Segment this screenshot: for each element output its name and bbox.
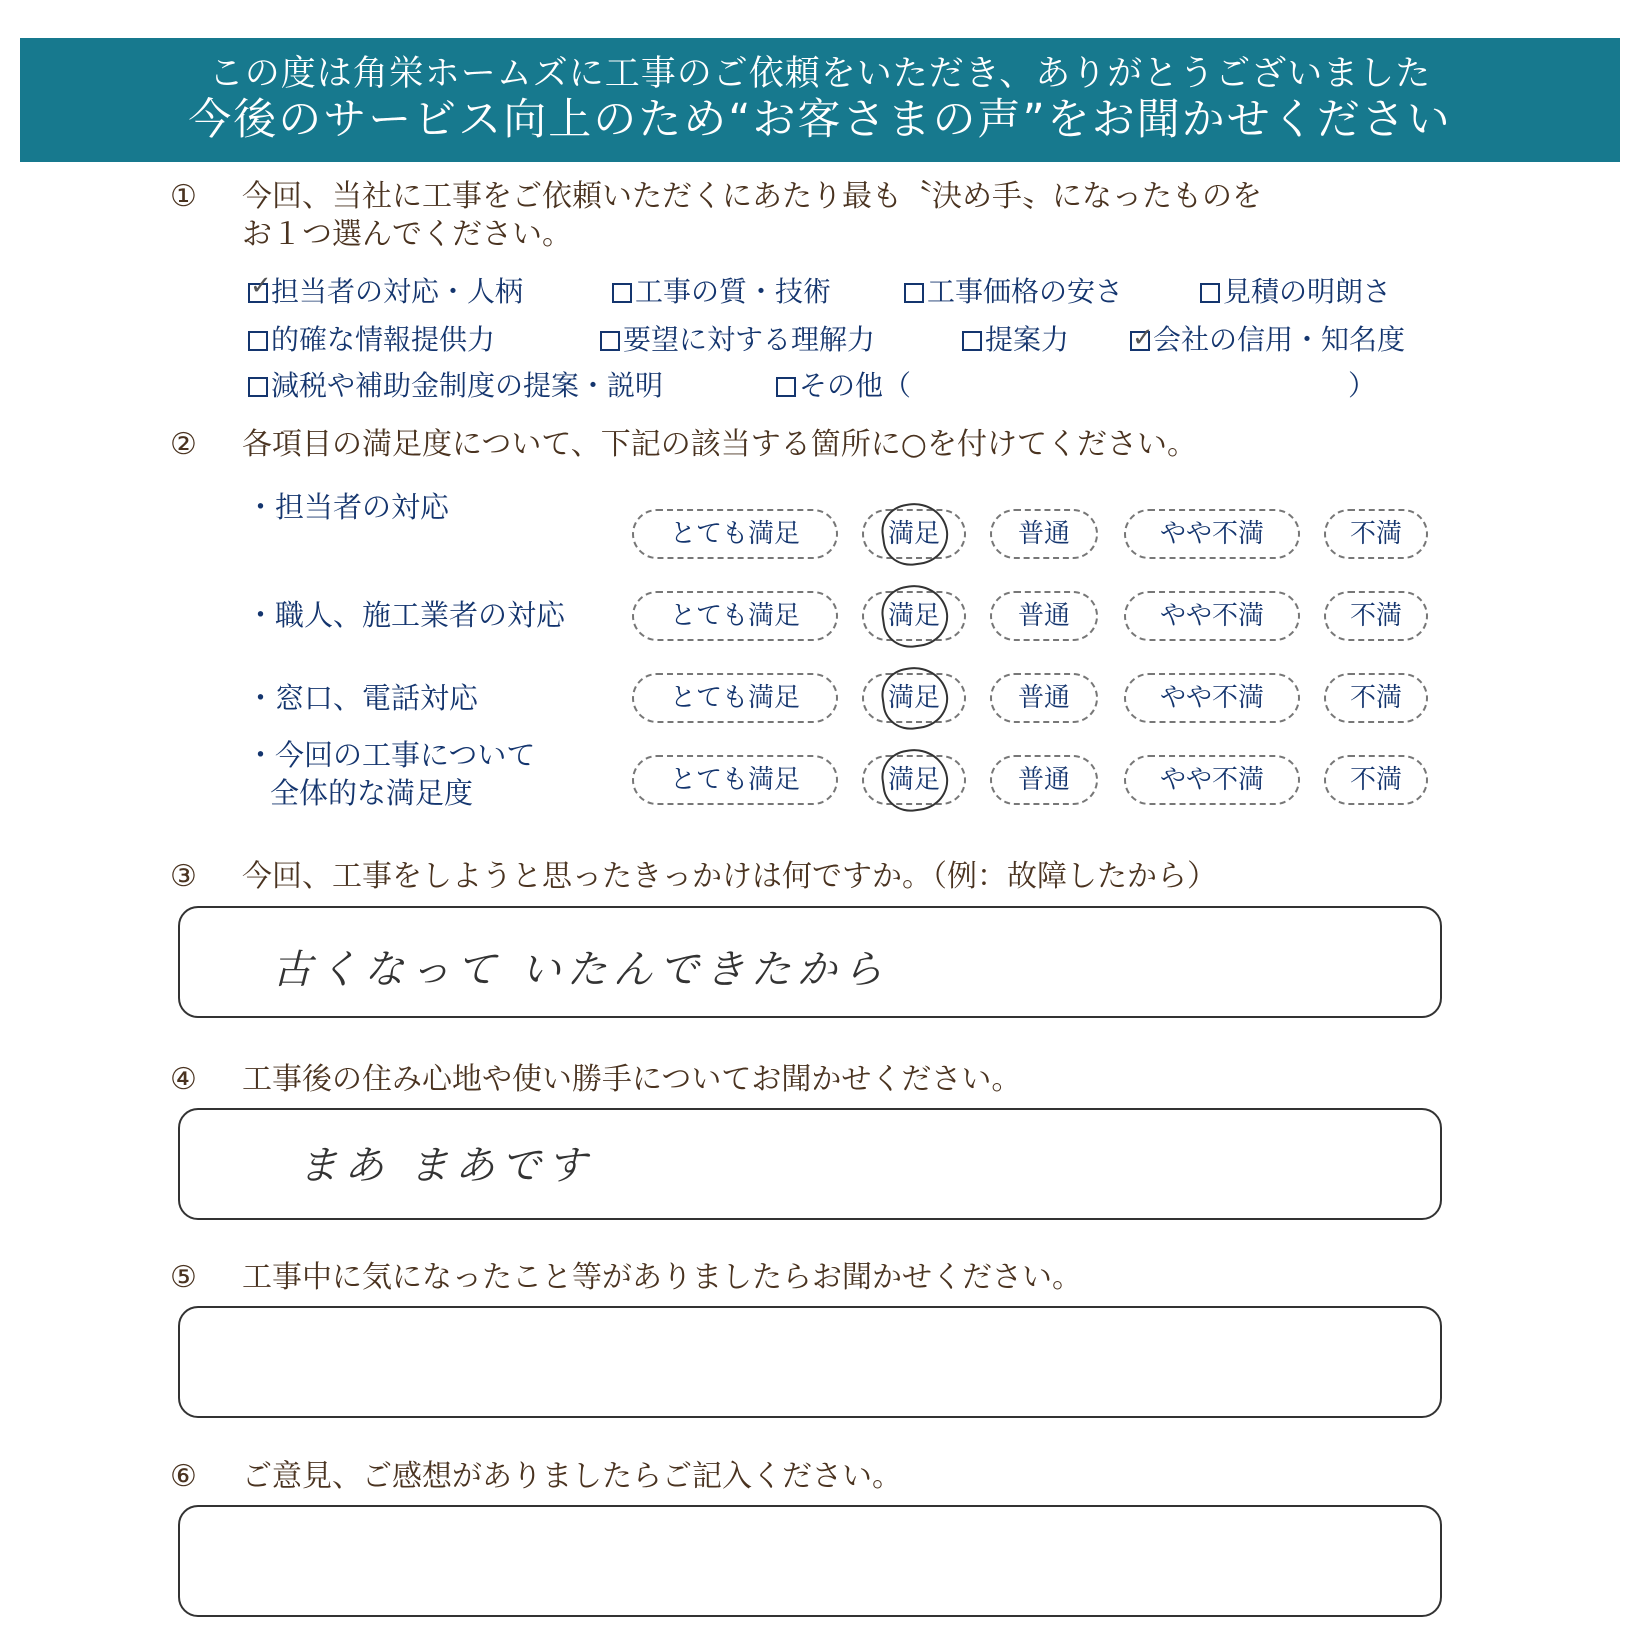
rating-label-overall [246,736,535,812]
q6-heading [170,1458,902,1496]
q1-option-proposal[interactable] [962,318,1069,358]
rating-satisfied-selected[interactable]: 満足 [862,591,966,641]
rating-dissatisfied[interactable]: 不満 [1324,509,1428,559]
checkbox[interactable] [962,331,982,351]
q1-option-staff-response[interactable] [248,270,523,310]
q2-number: ② [170,427,197,462]
rating-satisfied-selected[interactable]: 満足 [862,755,966,805]
option-label: 減税や補助金制度の提案・説明 [271,369,664,402]
rating-neutral[interactable]: 普通 [990,591,1098,641]
q4-number: ④ [170,1062,197,1097]
rating-satisfied-selected[interactable]: 満足 [862,673,966,723]
rating-dissatisfied[interactable]: 不満 [1324,673,1428,723]
q3-number: ③ [170,859,197,894]
rating-very-satisfied[interactable]: とても満足 [632,591,838,641]
header-banner [20,38,1620,162]
option-label: その他（ [799,369,912,402]
q1-number: ① [170,179,197,214]
rating-neutral[interactable]: 普通 [990,673,1098,723]
rating-somewhat-dissatisfied[interactable]: やや不満 [1124,591,1300,641]
q4-text: 工事後の住み心地や使い勝手についてお聞かせください。 [242,1062,1022,1097]
q1-option-other[interactable] [776,364,911,404]
q1-option-reputation[interactable] [1130,318,1405,358]
option-label: 見積の明朗さ [1223,275,1392,308]
q6-text: ご意見、ご感想がありましたらご記入ください。 [242,1459,902,1494]
checkbox[interactable] [600,331,620,351]
q1-heading-line2: お１つ選んでください。 [242,217,572,252]
checkbox[interactable] [776,377,796,397]
q3-answer-box[interactable] [178,906,1442,1018]
rating-neutral[interactable]: 普通 [990,509,1098,559]
rating-label-overall-line2: 全体的な満足度 [270,776,474,810]
q2-heading [170,426,1197,464]
q1-option-understanding[interactable] [600,318,875,358]
banner-request-line: 今後のサービス向上のため“お客さまの声”をお聞かせください [188,95,1452,145]
rating-dissatisfied[interactable]: 不満 [1324,755,1428,805]
checkbox-checked[interactable] [1130,323,1154,353]
option-label: 提案力 [985,323,1070,356]
rating-very-satisfied[interactable]: とても満足 [632,673,838,723]
rating-somewhat-dissatisfied[interactable]: やや不満 [1124,755,1300,805]
rating-label-craftsmen: ・職人、施工業者の対応 [246,598,566,632]
q1-option-information[interactable] [248,318,495,358]
checkbox[interactable] [1200,283,1220,303]
check-mark-icon: ✓ [1132,323,1154,353]
q3-text: 今回、工事をしようと思ったきっかけは何ですか。（例：故障したから） [242,859,1217,894]
q3-heading [170,858,1217,896]
checkbox[interactable] [248,377,268,397]
checkbox[interactable] [904,283,924,303]
banner-thanks-line: この度は角栄ホームズに工事のご依頼をいただき、ありがとうございました [208,54,1432,94]
q1-text-line1: 今回、当社に工事をご依頼いただくにあたり最も〝決め手〟になったものを [242,179,1262,214]
rating-somewhat-dissatisfied[interactable]: やや不満 [1124,673,1300,723]
q5-number: ⑤ [170,1260,197,1295]
rating-somewhat-dissatisfied[interactable]: やや不満 [1124,509,1300,559]
checkbox[interactable] [248,331,268,351]
option-label: 工事価格の安さ [927,275,1124,308]
rating-neutral[interactable]: 普通 [990,755,1098,805]
q1-option-estimate[interactable] [1200,270,1391,310]
q4-answer-box[interactable] [178,1108,1442,1220]
q1-option-quality[interactable] [612,270,831,310]
q1-option-tax-subsidy[interactable] [248,364,663,404]
rating-very-satisfied[interactable]: とても満足 [632,509,838,559]
option-label: 担当者の対応・人柄 [271,275,524,308]
rating-label-staff: ・担当者の対応 [246,490,450,524]
q6-answer-box[interactable] [178,1505,1442,1617]
option-label: 要望に対する理解力 [623,323,876,356]
q1-other-close-paren: ） [1348,369,1377,402]
q1-heading [170,178,1262,216]
rating-very-satisfied[interactable]: とても満足 [632,755,838,805]
q4-handwritten-answer: まあ まあです [298,1143,593,1189]
q4-heading [170,1061,1021,1099]
q1-option-price[interactable] [904,270,1123,310]
checkbox-checked[interactable] [248,271,272,303]
q5-answer-box[interactable] [178,1306,1442,1418]
q5-text: 工事中に気になったこと等がありましたらお聞かせください。 [242,1260,1082,1295]
q5-heading [170,1259,1082,1297]
rating-satisfied-selected[interactable]: 満足 [862,509,966,559]
q2-text: 各項目の満足度について、下記の該当する箇所に○を付けてください。 [242,427,1197,462]
option-label: 的確な情報提供力 [271,323,496,356]
rating-dissatisfied[interactable]: 不満 [1324,591,1428,641]
q3-handwritten-answer: 古くなって いたんできたから [272,947,889,993]
option-label: 会社の信用・知名度 [1153,323,1406,356]
rating-label-overall-line1: ・今回の工事について [246,738,536,772]
q6-number: ⑥ [170,1459,197,1494]
check-mark-icon: ✓ [250,271,272,301]
rating-label-phone: ・窓口、電話対応 [246,681,479,715]
option-label: 工事の質・技術 [635,275,832,308]
checkbox[interactable] [612,283,632,303]
